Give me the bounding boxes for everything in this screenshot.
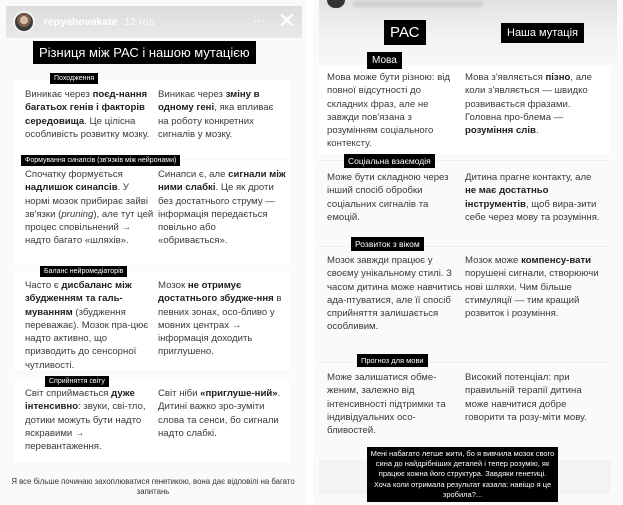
right-story-panel (313, 0, 623, 505)
rac-text: Може бути складною через інший спосіб обробки соціальних сигналів та емоцій. (327, 172, 449, 223)
left-story-panel (0, 0, 306, 505)
section-tag: Походження (50, 73, 98, 84)
post-time: 12 год (124, 16, 155, 28)
rac-text: Мова може бути різною: від повної відсутності до складних фраз, але не завжди пов'язана з розумінням соціального контексту. (327, 72, 451, 150)
story-header (6, 6, 302, 38)
rac-text: Може залишатися обме-женим, залежно від інтенсивності підтримки та індивідуальних осо-бливостей. (327, 372, 446, 437)
rac-text: Виникає через поєд-нання багатьох генів і факторів середовища. Це цілісна особливість розвитку мозку. (25, 89, 150, 140)
mutation-text: Мозок не отримує достатнього збудже-ння в певних зонах, осо-бливо у мовних центрах → інформація доходить приглушено. (158, 280, 282, 358)
comparison-title: Різниця між РАС і нашою мутацією (33, 41, 256, 64)
close-icon[interactable]: ✕ (277, 8, 296, 33)
rac-text: Часто є дисбаланс між збудженням та галь-муванням (збудження переважає). Мозок пра-цює надто активно, що призводить до сенсорної чутливості. (25, 280, 149, 371)
rac-text: Спочатку формується надлишок синапсів. У нормі мозок прибирає зайві зв'язки (pruning), але тут цей процес сповільнений → надто багато «шляхів». (25, 169, 154, 247)
mutation-text: Синапси є, але сигнали між ними слабкі. Це як дроти без достатнього струму — інформація передається повільно або «обривається». (158, 169, 286, 247)
mutation-text: Високий потенціал: при правильній терапії дитина може навчитися добре говорити та розу-міти мову. (465, 372, 587, 423)
column-header-mutation: Наша мутація (501, 23, 584, 43)
story-header (319, 0, 617, 64)
column-header-rac: РАС (384, 20, 426, 45)
quote-caption: Мені набагато легше жити, бо я вивчила мозок свого сина до найдрібніших деталей і тепер розумію, як працює кожна його структура. Завдяки генетиці. Хоча коли отримала результат казала: навіщо я це зробила?... (367, 447, 558, 502)
rac-text: Мозок завжди працює у своєму унікальному стилі. З часом дитина може навчитись ада-птуватися, але її спосіб сприйняття залишається особливим. (327, 255, 463, 333)
mutation-text: Мозок може компенсу-вати порушені сигнали, створюючи нові шляхи. Чим більше стимуляції — тим кращий розвиток і розуміння. (465, 255, 599, 320)
footer-caption: Я все більше починаю захоплюватися генетикою, вона дає відповілі на багато запитань (11, 477, 295, 496)
avatar[interactable] (13, 11, 35, 33)
avatar[interactable] (327, 0, 345, 8)
username[interactable]: repyahovakate (44, 16, 118, 28)
section-tag: Мова (367, 52, 402, 69)
rac-text: Світ сприймається дуже інтенсивно: звуки, сві-тло, дотики можуть бути надто яскравими → перевантаження. (25, 388, 146, 453)
section-tag: Прогноз для мови (357, 354, 428, 367)
username-blurred (353, 1, 483, 7)
section-tag: Баланс нейромедіаторів (40, 266, 127, 277)
section-tag: Сприйняття світу (45, 376, 109, 387)
mutation-text: Світ ніби «приглуше-ний». Дитині важко зро-зуміти слова та сенси, бо сигнали надто слабкі. (158, 388, 281, 439)
section-tag: Розвиток з віком (351, 237, 424, 251)
mutation-text: Виникає через зміну в одному гені, яка впливає на роботу конкретних сигналів у мозку. (158, 89, 274, 140)
mutation-text: Дитина прагне контакту, але не має достатньо інструментів, щоб вира-зити себе через мову та розуміння. (465, 172, 600, 223)
section-tag: Формування синапсів (зв'язків між нейронами) (21, 155, 180, 166)
more-options-icon[interactable]: ⋯ (253, 14, 266, 28)
mutation-text: Мова з'являється пізно, але коли з'являється — швидко розвивається фразами. Головна про-блема — розуміння слів. (465, 72, 592, 137)
section-tag: Соціальна взаємодія (344, 154, 435, 168)
